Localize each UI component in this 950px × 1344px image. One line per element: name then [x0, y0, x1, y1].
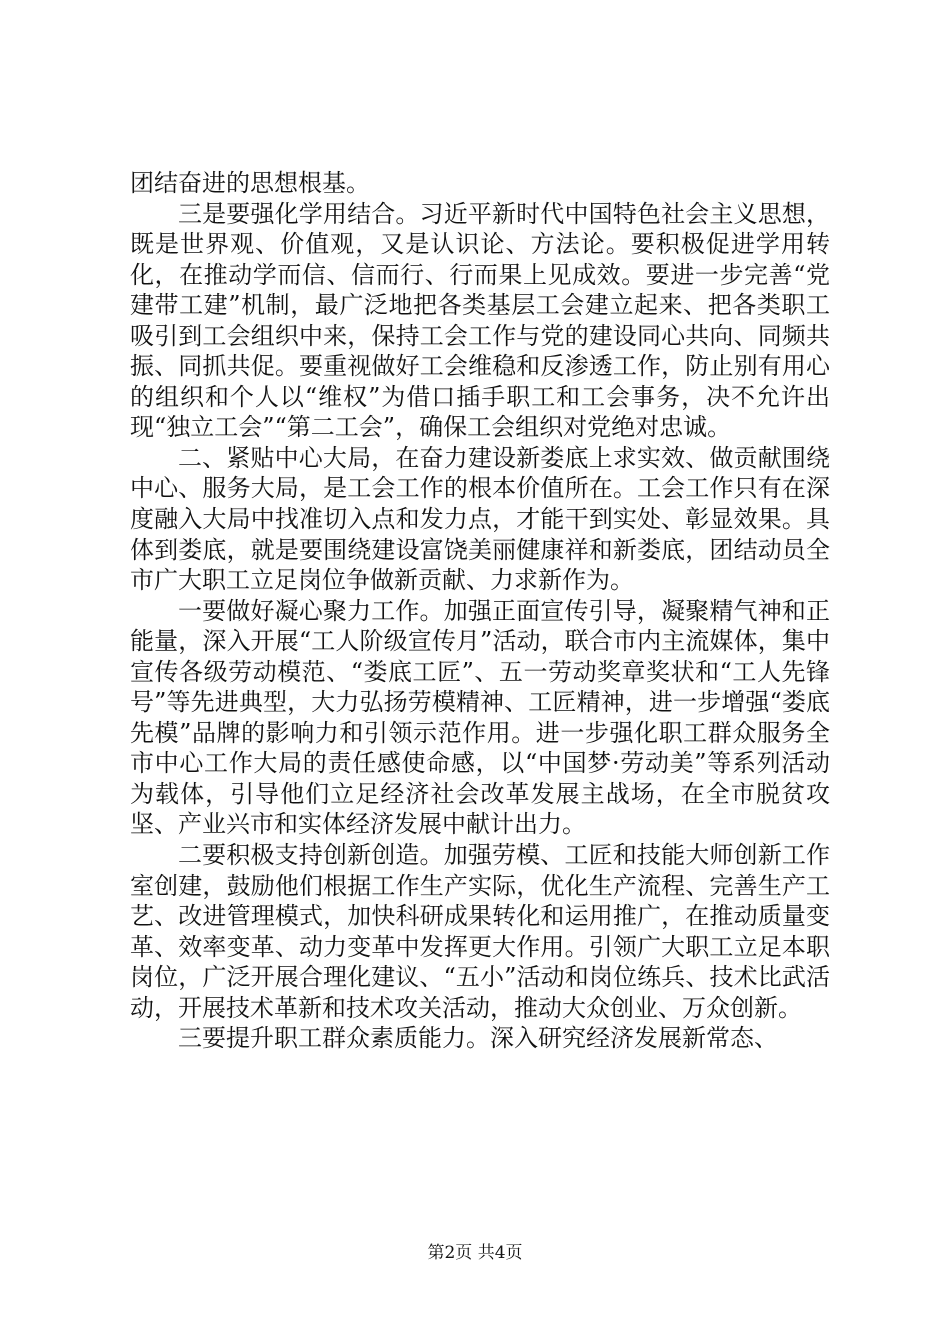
- paragraph: 三是要强化学用结合。习近平新时代中国特色社会主义思想，既是世界观、价值观，又是认识论、方法论。要积极促进学用转化，在推动学而信、信而行、行而果上见成效。要进一步完善“党建带工建”机制，最广泛地把各类基层工会建立起来、把各类职工吸引到工会组织中来，保持工会工作与党的建设同心共向、同频共振、同抓共促。要重视做好工会维稳和反渗透工作，防止别有用心的组织和个人以“维权”为借口插手职工和工会事务，决不允许出现“独立工会”“第二工会”，确保工会组织对党绝对忠诚。: [130, 199, 830, 442]
- paragraph: 团结奋进的思想根基。: [130, 169, 370, 197]
- paragraph: 一要做好凝心聚力工作。加强正面宣传引导，凝聚精气神和正能量，深入开展“工人阶级宣传月”活动，联合市内主流媒体，集中宣传各级劳动模范、“娄底工匠”、五一劳动奖章奖状和“工人先锋号”等先进典型，大力弘扬劳模精神、工匠精神，进一步增强“娄底先模”品牌的影响力和引领示范作用。进一步强化职工群众服务全市中心工作大局的责任感使命感，以“中国梦·劳动美”等系列活动为载体，引导他们立足经济社会改革发展主战场，在全市脱贫攻坚、产业兴市和实体经济发展中献计出力。: [130, 596, 830, 839]
- paragraph: 三要提升职工群众素质能力。深入研究经济发展新常态、: [178, 1024, 778, 1053]
- document-body: [130, 168, 830, 1054]
- paragraph: 二、紧贴中心大局，在奋力建设新娄底上求实效、做贡献围绕中心、服务大局，是工会工作的根本价值所在。工会工作只有在深度融入大局中找准切入点和发力点，才能干到实处、彰显效果。具体到娄底，就是要围绕建设富饶美丽健康祥和新娄底，团结动员全市广大职工立足岗位争做新贡献、力求新作为。: [130, 443, 830, 595]
- page-number-footer: 第2页 共4页: [427, 1243, 523, 1263]
- paragraph: 二要积极支持创新创造。加强劳模、工匠和技能大师创新工作室创建，鼓励他们根据工作生产实际，优化生产流程、完善生产工艺、改进管理模式，加快科研成果转化和运用推广，在推动质量变革、效率变革、动力变革中发挥更大作用。引领广大职工立足本职岗位，广泛开展合理化建议、“五小”活动和岗位练兵、技术比武活动，开展技术革新和技术攻关活动，推动大众创业、万众创新。: [130, 841, 830, 1022]
